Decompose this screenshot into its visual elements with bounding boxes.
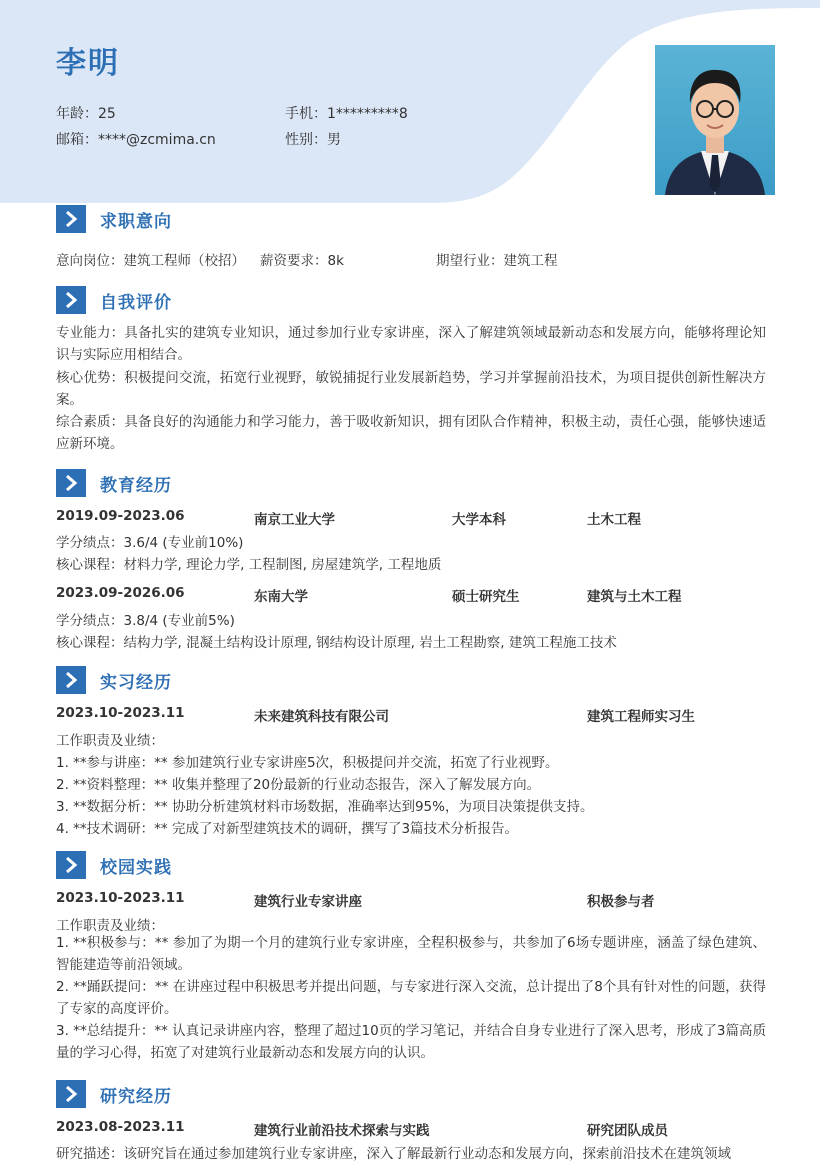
- internship-role: 建筑工程师实习生: [587, 709, 695, 725]
- edu-gpa: 学分绩点：3.8/4 (专业前5%): [56, 613, 235, 629]
- chevron-right-icon: [56, 469, 86, 497]
- chevron-right-icon: [56, 1080, 86, 1108]
- section-title: 求职意向: [100, 211, 172, 232]
- campus-role: 积极参与者: [587, 894, 655, 910]
- candidate-name: 李明: [56, 46, 120, 81]
- self-eval-ability: 专业能力：具备扎实的建筑专业知识，通过参加行业专家讲座，深入了解建筑领域最新动态和发展方向，能够将理论知识与实际应用相结合。: [56, 325, 766, 363]
- chevron-right-icon: [56, 286, 86, 314]
- edu-period: 2019.09-2023.06: [56, 508, 185, 524]
- campus-activity: 建筑行业专家讲座: [254, 894, 362, 910]
- self-eval-quality: 综合素质：具备良好的沟通能力和学习能力，善于吸收新知识，拥有团队合作精神，积极主动，责任心强，能够快速适应新环境。: [56, 414, 766, 452]
- internship-period: 2023.10-2023.11: [56, 705, 185, 721]
- edu-period: 2023.09-2026.06: [56, 585, 185, 601]
- campus-duty-item: 1. **积极参与：** 参加了为期一个月的建筑行业专家讲座，全程积极参与，共参加了6场专题讲座，涵盖了绿色建筑、智能建造等前沿领域。: [56, 935, 766, 973]
- internship-duty-label: 工作职责及业绩：: [56, 733, 164, 749]
- internship-duty-item: 4. **技术调研：** 完成了对新型建筑技术的调研，撰写了3篇技术分析报告。: [56, 821, 519, 837]
- internship-duty-item: 3. **数据分析：** 协助分析建筑材料市场数据，准确率达到95%，为项目决策提供支持。: [56, 799, 594, 815]
- intended-position: 意向岗位：建筑工程师（校招）: [56, 253, 245, 269]
- section-internship-heading: [56, 666, 172, 694]
- research-description: 研究描述：该研究旨在通过参加建筑行业专家讲座，深入了解最新行业动态和发展方向，探索前沿技术在建筑领域: [56, 1146, 731, 1162]
- section-research-heading: [56, 1080, 172, 1108]
- section-self-eval-heading: [56, 286, 172, 314]
- email-info: 邮箱：****@zcmima.cn: [56, 132, 216, 148]
- research-role: 研究团队成员: [587, 1123, 668, 1139]
- section-title: 校园实践: [100, 857, 172, 878]
- gender-info: 性别：男: [285, 132, 341, 148]
- edu-gpa: 学分绩点：3.6/4 (专业前10%): [56, 535, 244, 551]
- profile-photo: [655, 45, 775, 195]
- age-info: 年龄：25: [56, 106, 116, 122]
- section-title: 研究经历: [100, 1086, 172, 1107]
- chevron-right-icon: [56, 205, 86, 233]
- edu-major: 建筑与土木工程: [587, 589, 682, 605]
- section-intention-heading: [56, 205, 172, 233]
- internship-company: 未来建筑科技有限公司: [254, 709, 389, 725]
- edu-school: 东南大学: [254, 589, 308, 605]
- chevron-right-icon: [56, 666, 86, 694]
- expected-industry: 期望行业：建筑工程: [436, 253, 558, 269]
- section-title: 教育经历: [100, 475, 172, 496]
- internship-duty-item: 2. **资料整理：** 收集并整理了20份最新的行业动态报告，深入了解发展方向。: [56, 777, 541, 793]
- edu-major: 土木工程: [587, 512, 641, 528]
- expected-salary: 薪资要求：8k: [260, 253, 344, 269]
- campus-period: 2023.10-2023.11: [56, 890, 185, 906]
- campus-duty-item: 3. **总结提升：** 认真记录讲座内容，整理了超过10页的学习笔记，并结合自身专业进行了深入思考，形成了3篇高质量的学习心得，拓宽了对建筑行业最新动态和发展方向的认识。: [56, 1023, 766, 1061]
- self-eval-strength: 核心优势：积极提问交流，拓宽行业视野，敏锐捕捉行业发展新趋势，学习并掌握前沿技术，为项目提供创新性解决方案。: [56, 370, 766, 408]
- edu-courses: 核心课程：材料力学, 理论力学, 工程制图, 房屋建筑学, 工程地质: [56, 557, 442, 573]
- edu-school: 南京工业大学: [254, 512, 335, 528]
- edu-courses: 核心课程：结构力学, 混凝土结构设计原理, 钢结构设计原理, 岩土工程勘察, 建筑工程施工技术: [56, 635, 617, 651]
- phone-info: 手机：1*********8: [285, 106, 408, 122]
- research-project: 建筑行业前沿技术探索与实践: [254, 1123, 430, 1139]
- campus-duty-item: 2. **踊跃提问：** 在讲座过程中积极思考并提出问题，与专家进行深入交流，总计提出了8个具有针对性的问题，获得了专家的高度评价。: [56, 979, 766, 1017]
- section-title: 实习经历: [100, 672, 172, 693]
- edu-degree: 大学本科: [452, 512, 506, 528]
- internship-duty-item: 1. **参与讲座：** 参加建筑行业专家讲座5次，积极提问并交流，拓宽了行业视野。: [56, 755, 559, 771]
- research-period: 2023.08-2023.11: [56, 1119, 185, 1135]
- edu-degree: 硕士研究生: [452, 589, 520, 605]
- section-campus-heading: [56, 851, 172, 879]
- section-title: 自我评价: [100, 292, 172, 313]
- chevron-right-icon: [56, 851, 86, 879]
- section-education-heading: [56, 469, 172, 497]
- campus-duty-label: 工作职责及业绩：: [56, 918, 164, 934]
